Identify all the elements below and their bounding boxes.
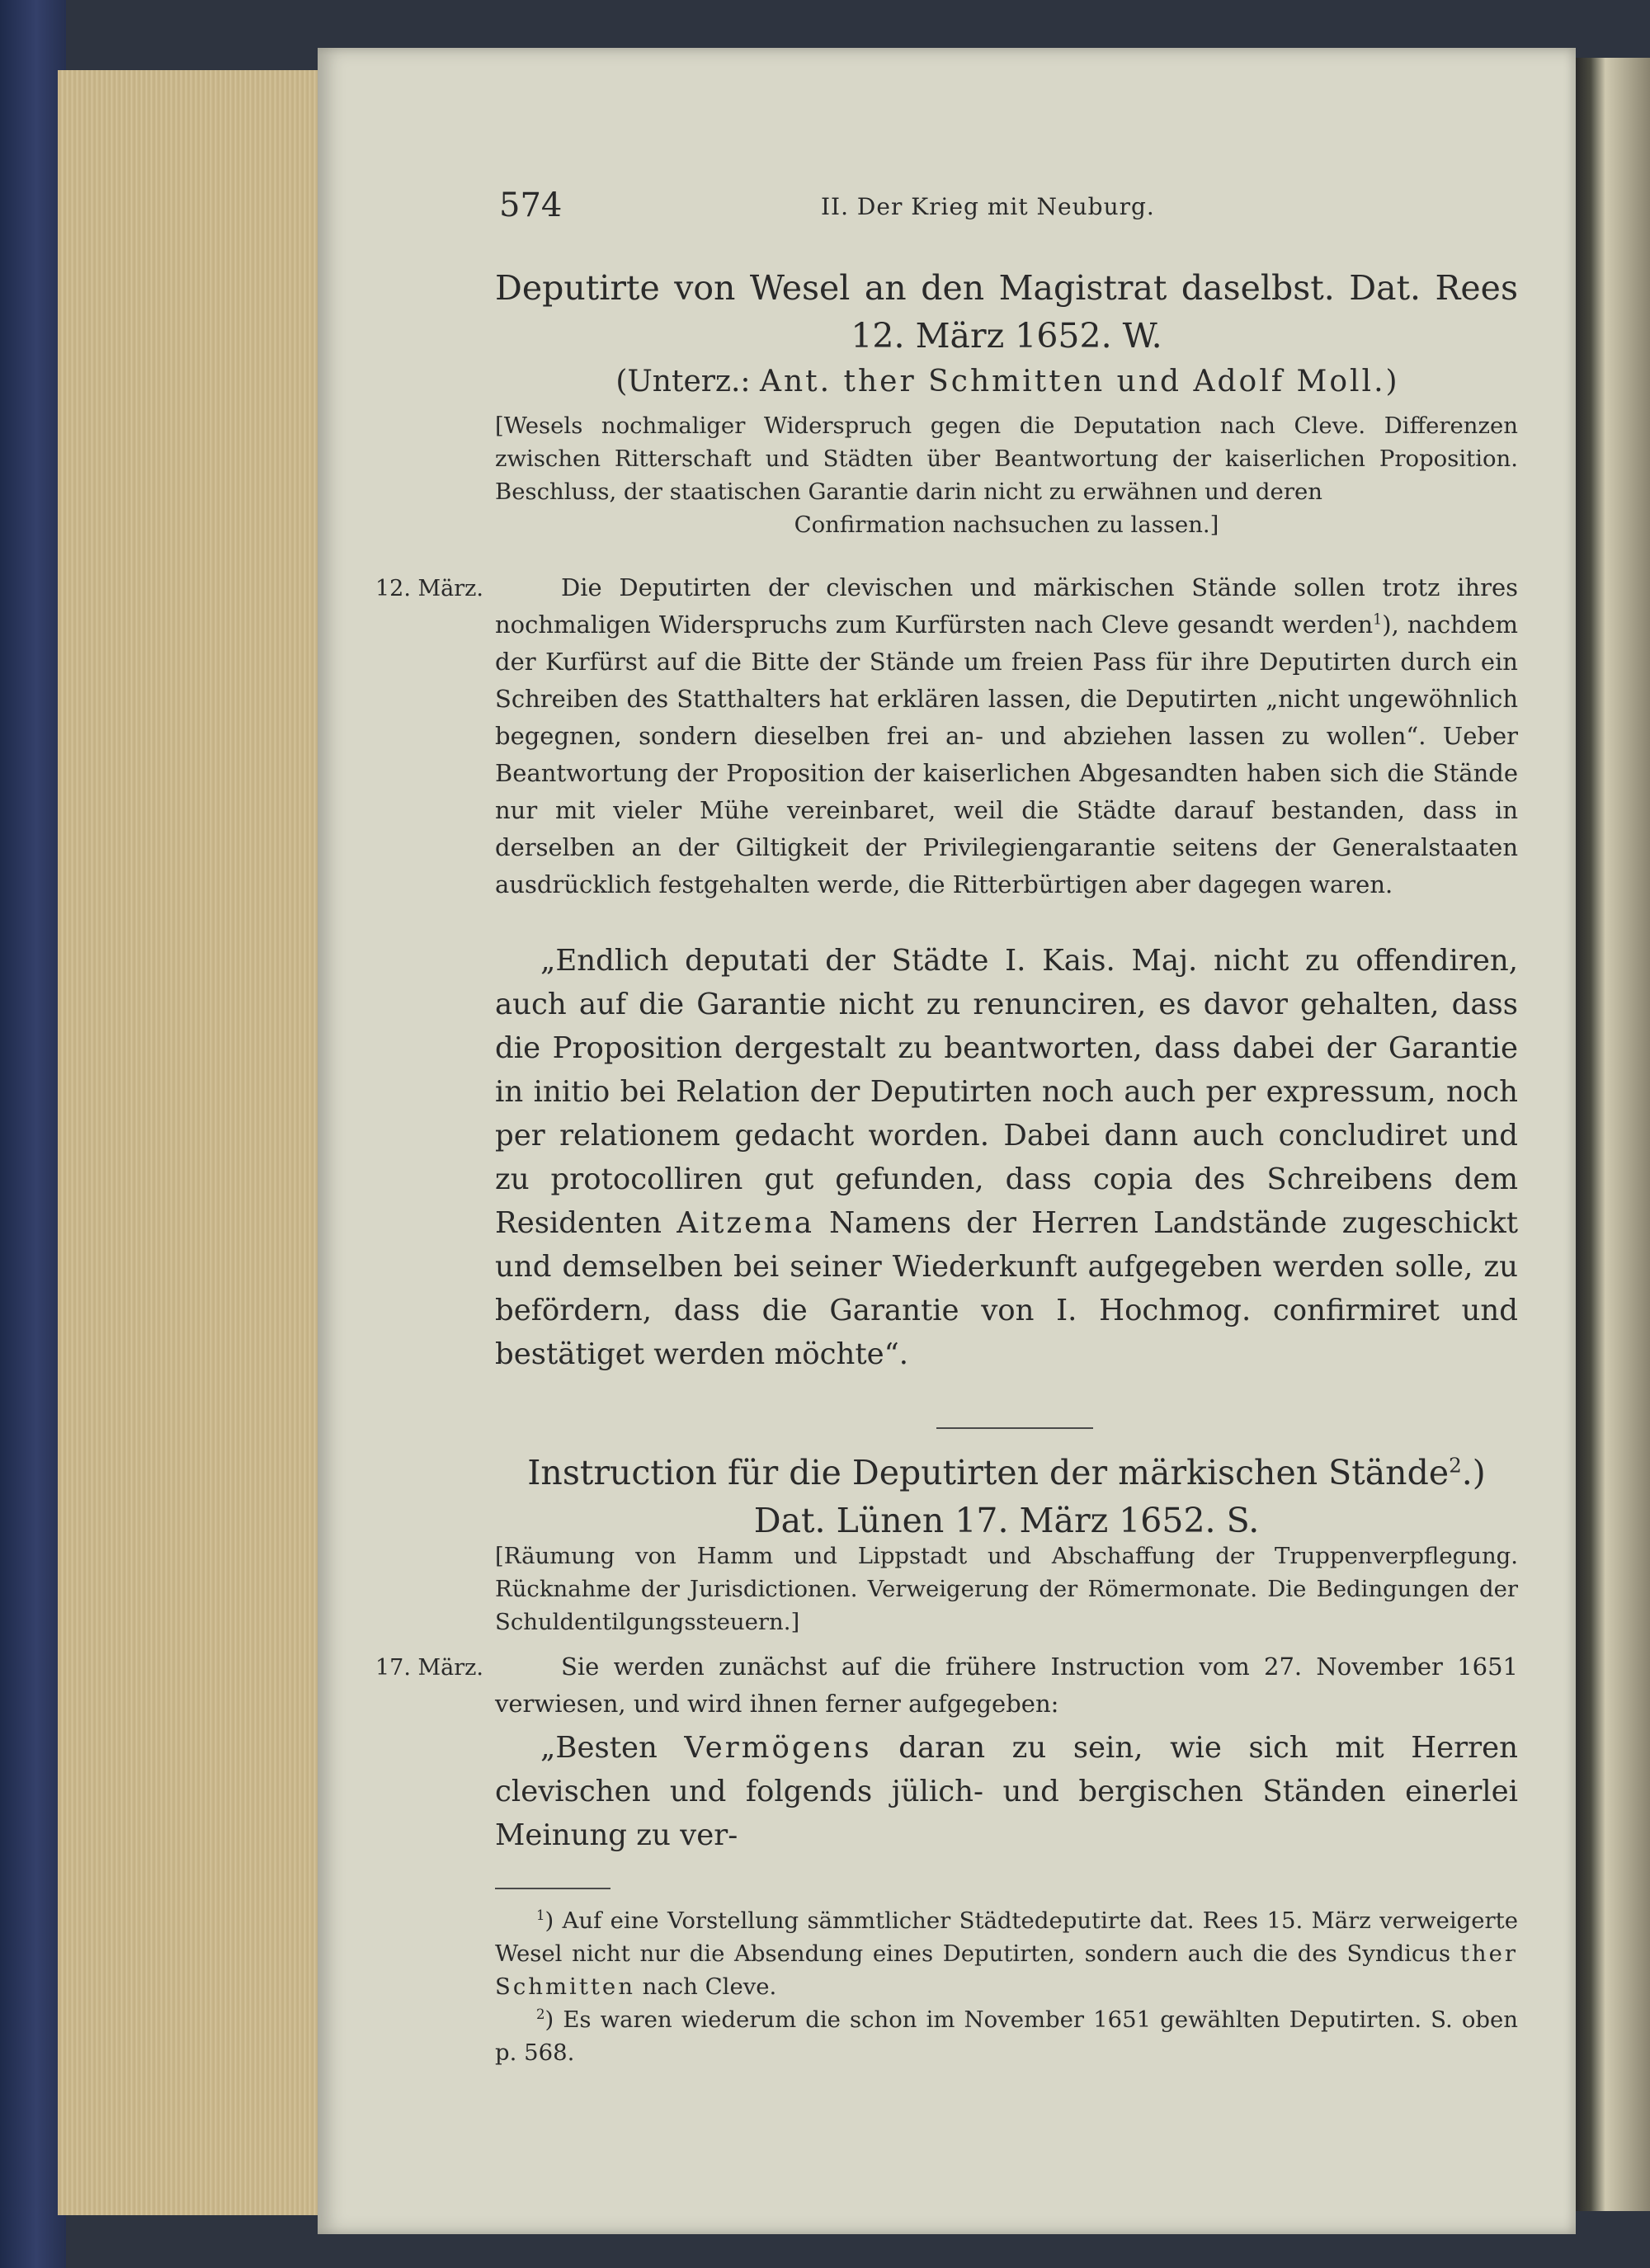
page-edges: [58, 70, 323, 2215]
footnote-1-a: ) Auf eine Vorstellung sämmtlicher Städtedeputirte dat. Rees 15. März verweigerte Wesel nicht nur die Absendung eines Deputirten, sondern auch die des Syndicus: [495, 1907, 1518, 1967]
doc2-title-line2: Dat. Lünen 17. März 1652. S.: [753, 1501, 1260, 1540]
doc1-quote: [495, 939, 1518, 1376]
doc2-quote-spaced: Vermögens: [684, 1731, 872, 1765]
doc2-quote-a: „Besten: [540, 1731, 685, 1765]
book-page: [318, 48, 1576, 2234]
footnote-divider: [495, 1888, 610, 1889]
doc1-body-b: ), nachdem der Kurfürst auf die Bitte der Stände um freien Pass für ihre Deputirten durch ein Schreiben des Statthalters hat erklären lassen, die Deputirten „nicht ungewöhnlich begegnen, sondern dieselben frei an- und abziehen lassen zu wollen“. Ueber Beantwortung der Proposition der kaiserlichen Abgesandten haben sich die Stände nur mit vieler Mühe vereinbaret, weil die Städte darauf bestanden, dass in derselben an der Giltigkeit der Privilegiengarantie seitens der Generalstaaten ausdrücklich festgehalten werde, die Ritterbürtigen aber dagegen waren.: [495, 611, 1518, 898]
signature-names: Ant. ther Schmitten und Adolf Moll.: [759, 365, 1386, 398]
doc2-quote: [495, 1726, 1518, 1857]
doc1-quote-name: Aitzema: [676, 1206, 814, 1240]
doc1-title-line2: 12. März 1652. W.: [851, 316, 1162, 356]
doc1-quote-a: „Endlich deputati der Städte I. Kais. Maj. nicht zu offendiren, auch auf die Garantie nicht zu renunciren, es davor gehalten, dass die Proposition dergestalt zu beantworten, dass dabei der Garantie in initio bei Relation der Deputirten noch auch per expressum, noch per relationem gedacht worden. Dabei dann auch concludiret und zu protocolliren gut gefunden, dass copia des Schreibens dem Residenten: [495, 944, 1518, 1240]
book-binding: [0, 0, 66, 2268]
facing-page-edge: [1576, 58, 1650, 2211]
running-head: [499, 186, 1522, 236]
footnote-2-text: ) Es waren wiederum die schon im November 1651 gewählten Deputirten. S. oben p. 568.: [495, 2006, 1518, 2066]
footnote-1: [495, 1904, 1518, 2003]
signature-close: ): [1385, 365, 1398, 398]
doc2-body: Sie werden zunächst auf die frühere Instruction vom 27. November 1651 verwiesen, und wird ihnen ferner aufgegeben:: [495, 1653, 1518, 1718]
doc1-body-a: Die Deputirten der clevischen und märkischen Stände sollen trotz ihres nochmaligen Widerspruchs zum Kurfürsten nach Cleve gesandt werden: [495, 573, 1518, 639]
footnote-2: [495, 2003, 1518, 2069]
doc1-title: [495, 264, 1518, 360]
doc2-title-line1: Instruction für die Deputirten der märkischen Stände: [527, 1453, 1450, 1492]
footnote-ref-1: 1: [1373, 611, 1383, 629]
doc1-signature: [495, 360, 1518, 404]
section-divider: [936, 1427, 1093, 1429]
doc1-body: [495, 569, 1518, 903]
footnote-2-marker: 2: [536, 2006, 545, 2022]
doc2-summary-text: [Räumung von Hamm und Lippstadt und Abschaffung der Truppenverpflegung. Rücknahme der Jurisdictionen. Verweigerung der Römermonate. Die Bedingungen der Schuldentilgungssteuern.]: [495, 1543, 1518, 1635]
doc1-title-line1: Deputirte von Wesel an den Magistrat daselbst. Dat. Rees: [495, 268, 1518, 308]
doc2-summary: [495, 1540, 1518, 1639]
footnote-1-marker: 1: [536, 1907, 545, 1923]
footnote-ref-2: 2: [1449, 1453, 1462, 1478]
footnote-1-name: ther Schmitten: [495, 1940, 1518, 2000]
doc2-title-close: .): [1461, 1453, 1486, 1492]
doc1-summary-last: Confirmation nachsuchen zu lassen.]: [794, 512, 1219, 538]
running-title: II. Der Krieg mit Neuburg.: [821, 193, 1155, 220]
page-number: 574: [499, 186, 563, 224]
footnote-1-b: nach Cleve.: [634, 1973, 777, 2000]
footnotes: [495, 1904, 1518, 2069]
doc1-margin-date: 12. März.: [375, 576, 483, 601]
doc1-summary-text: [Wesels nochmaliger Widerspruch gegen die Deputation nach Cleve. Differenzen zwischen Ritterschaft und Städten über Beantwortung der kaiserlichen Proposition. Beschluss, der staatischen Garantie darin nicht zu erwähnen und deren: [495, 413, 1518, 505]
doc1-summary: [495, 409, 1518, 541]
signature-open: (Unterz.:: [615, 365, 760, 398]
doc1-quote-b: Namens der Herren Landstände zugeschickt und demselben bei seiner Wiederkunft aufgegeben werden solle, zu befördern, dass die Garantie von I. Hochmog. confirmiret und bestätiget werden möchte“.: [495, 1206, 1518, 1371]
doc2-quote-b: daran zu sein, wie sich mit Herren clevischen und folgends jülich- und bergischen Ständen einerlei Meinung zu ver-: [495, 1731, 1518, 1852]
doc2-margin-date: 17. März.: [375, 1655, 483, 1681]
doc2-title: [495, 1449, 1518, 1544]
